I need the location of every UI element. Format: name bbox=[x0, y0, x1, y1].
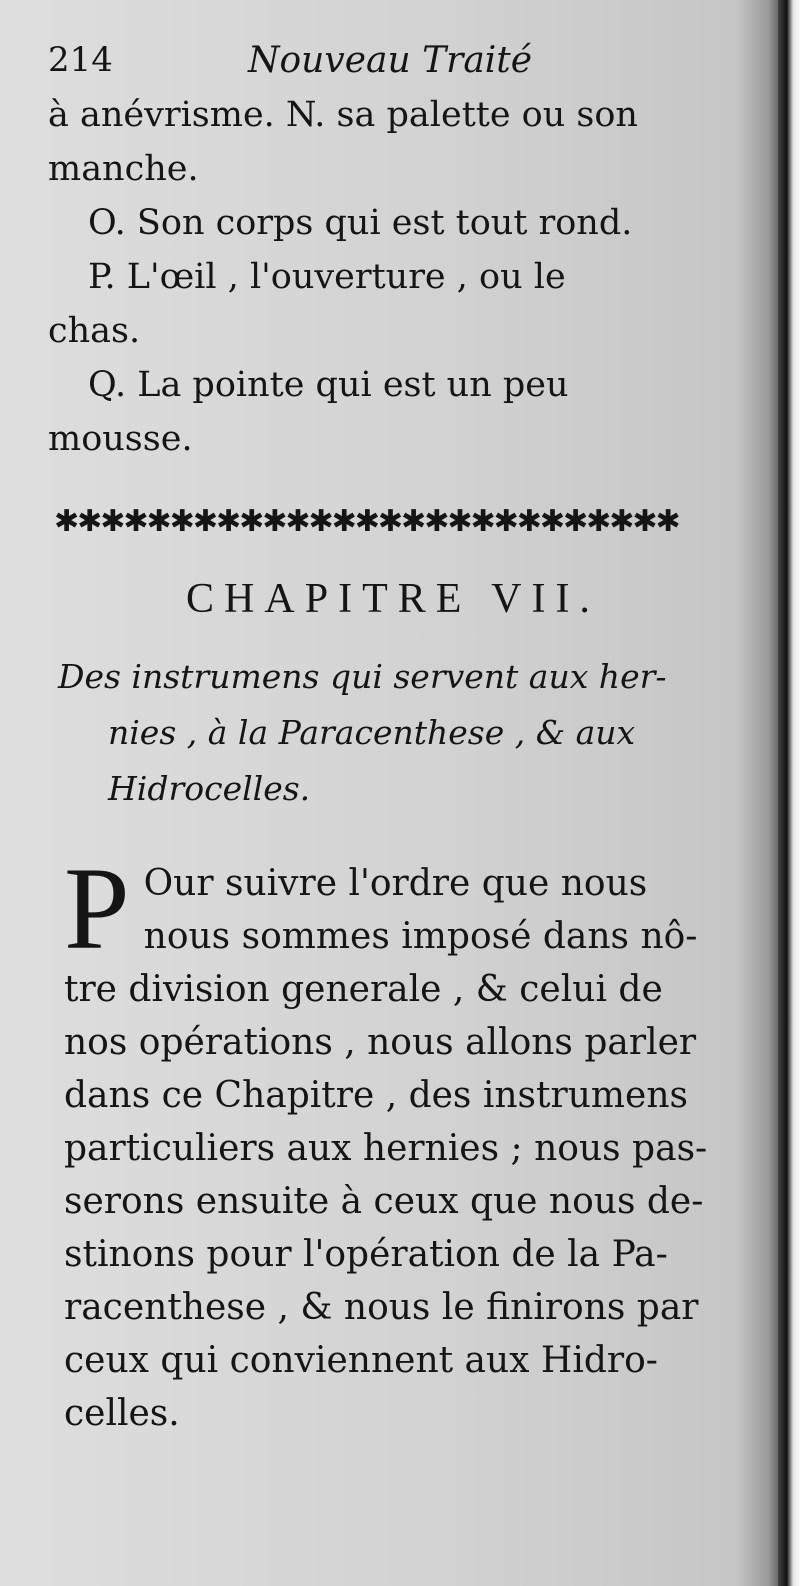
item-n-line2: manche. bbox=[48, 149, 199, 189]
body-line: Our suivre l'ordre que nous bbox=[143, 863, 648, 904]
subtitle-line: nies , à la Paracenthese , & aux bbox=[108, 713, 636, 752]
chapter-subtitle bbox=[58, 649, 738, 817]
running-title: Nouveau Traité bbox=[248, 40, 533, 81]
body-line: nous sommes imposé dans nô- bbox=[143, 916, 698, 957]
page-number: 214 bbox=[48, 40, 113, 80]
body-line: racenthese , & nous le finirons par bbox=[64, 1287, 699, 1328]
subtitle-line: Hidrocelles. bbox=[108, 769, 311, 808]
item-o: O. Son corps qui est tout rond. bbox=[88, 203, 633, 243]
body-line: serons ensuite à ceux que nous de- bbox=[64, 1181, 704, 1222]
body-line: particuliers aux hernies ; nous pas- bbox=[64, 1128, 708, 1169]
item-q-line1: Q. La pointe qui est un peu bbox=[88, 365, 569, 405]
item-p-line2: chas. bbox=[48, 311, 141, 351]
body-line: dans ce Chapitre , des instrumens bbox=[64, 1075, 688, 1116]
body-line: ceux qui conviennent aux Hidro- bbox=[64, 1340, 658, 1381]
item-q-line2: mousse. bbox=[48, 419, 193, 459]
body-line: celles. bbox=[64, 1393, 180, 1434]
body-line: stinons pour l'opération de la Pa- bbox=[64, 1234, 668, 1275]
page-edge bbox=[778, 0, 800, 1586]
item-p-line1: P. L'œil , l'ouverture , ou le bbox=[88, 257, 566, 297]
chapter-heading: CHAPITRE VII. bbox=[186, 576, 600, 622]
body-line: tre division generale , & celui de bbox=[64, 969, 663, 1010]
item-n-line1: à anévrisme. N. sa palette ou son bbox=[48, 95, 638, 135]
ornament-divider: ✱✱✱✱✱✱✱✱✱✱✱✱✱✱✱✱✱✱✱✱✱✱✱✱✱✱✱ bbox=[54, 504, 679, 539]
subtitle-line: Des instrumens qui servent aux her- bbox=[58, 657, 667, 696]
body-paragraph bbox=[64, 843, 738, 1440]
page-header bbox=[48, 40, 738, 88]
body-line: nos opérations , nous allons parler bbox=[64, 1022, 697, 1063]
drop-cap: P bbox=[64, 843, 130, 974]
page-content bbox=[48, 40, 738, 1440]
